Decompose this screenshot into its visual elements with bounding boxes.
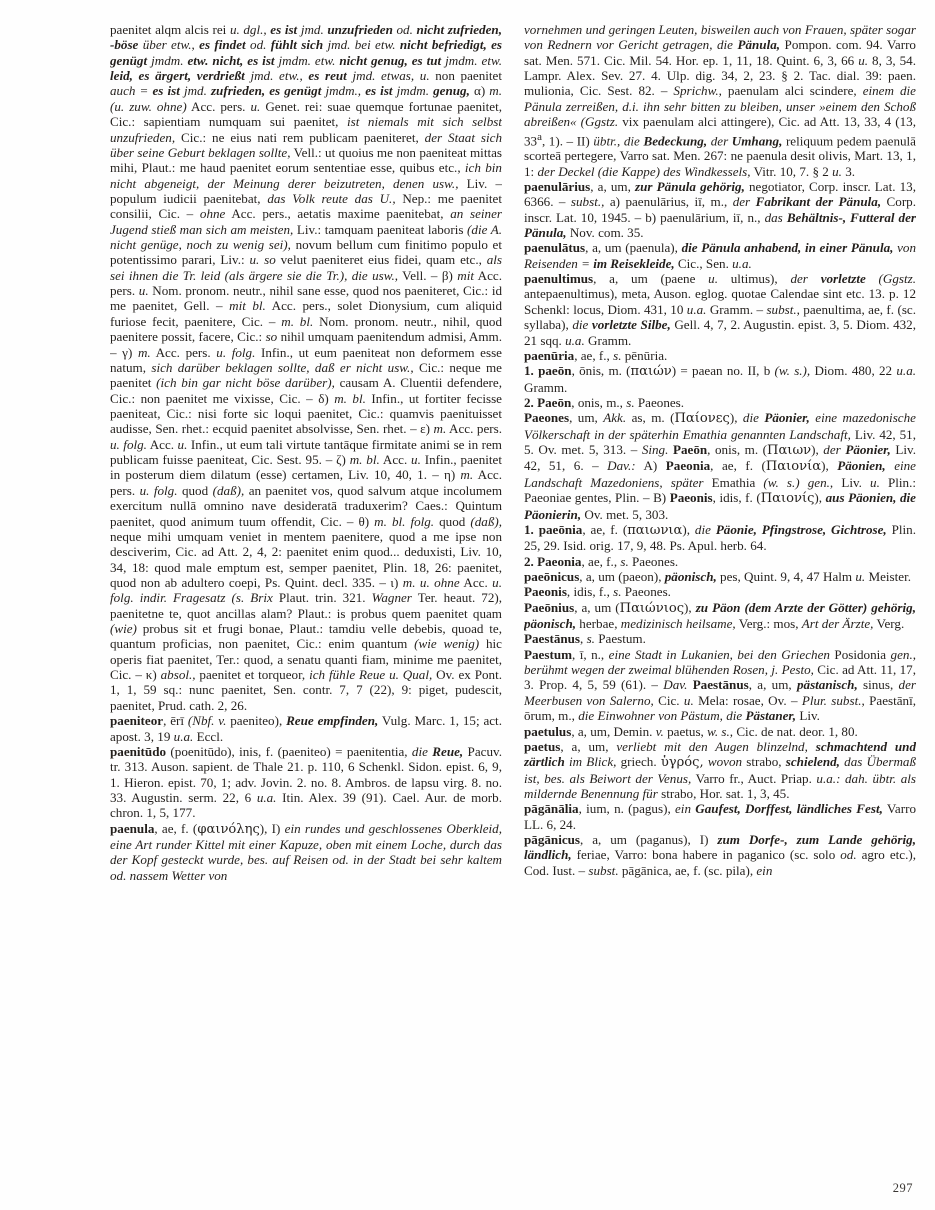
dictionary-entry-paetus: paetus, a, um, verliebt mit den Augen blinzelnd, schmachtend und zärtlich im Blick, griech. ὑγρός, wovon strabo, schielend, das Übermaß ist, bes. als Beiwort der Venus, Varro fr., Auct. Priap. u.a.: dah. übtr. als mildernde Benennung für strabo, Hor. sat. 1, 3, 45. [524, 738, 916, 801]
two-column-text-body [110, 22, 915, 1167]
dictionary-entry-paeonicus: paeōnicus, a, um (paeon), päonisch, pes, Quint. 9, 4, 47 Halm u. Meister. [524, 568, 912, 584]
dictionary-entry-paenuria: paenūria, ae, f., s. pēnūria. [524, 347, 668, 363]
dictionary-entry-paestanus: Paestānus, s. Paestum. [524, 631, 646, 647]
dictionary-entry-paenulatus: paenulātus, a, um (paenula), die Pänula anhabend, in einer Pänula, von Reisenden = im Reisekleide, Cic., Sen. u.a. [524, 240, 916, 271]
dictionary-entry-paetulus: paetulus, a, um, Demin. v. paetus, w. s., Cic. de nat. deor. 1, 80. [524, 723, 858, 739]
dictionary-entry-paeonius: Paeōnius, a, um (Παιώνιος), zu Päon (dem Arzte der Götter) gehörig, päonisch, herbae, medizinisch heilsame, Verg.: mos, Art der Ärzte, Verg. [524, 599, 916, 632]
dictionary-entry-paeon-2: 2. Paeōn, onis, m., s. Paeones. [524, 394, 685, 410]
dictionary-entry-paganalia: pāgānālia, ium, n. (pagus), ein Gaufest, Dorffest, ländliches Fest, Varro LL. 6, 24. [524, 801, 916, 832]
page-number: 297 [892, 1181, 913, 1195]
dictionary-entry-paganicus: pāgānicus, a, um (paganus), I) zum Dorfe-, zum Lande gehörig, ländlich, feriae, Varro: bona habere in paganico (sc. solo od. agro etc.), Cod. Iust. – subst. pāgānica, ae, f. (sc. pila), ein [524, 832, 916, 878]
dictionary-entry-paeonia-1: 1. paeōnia, ae, f. (παιωνια), die Päonie, Pfingstrose, Gichtrose, Plin. 25, 29. Isid. orig. 17, 9, 48. Ps. Apul. herb. 64. [524, 521, 916, 554]
dictionary-entry-paeonia-2: 2. Paeonia, ae, f., s. Paeones. [524, 553, 679, 569]
dictionary-entry-paenitudo: paenitūdo (poenitūdo), inis, f. (paeniteo) = paenitentia, die Reue, Pacuv. tr. 313. Auson. sapient. de Thale 21. p. 110, 6 Schenkl. Sidon. epist. 6, 9, 1. Hieron. epist. 70, 1; adv. Jovin. 2. no. 8. Ambros. de lapsu virg. 8. no. 33. Augustin. serm. 22, 6 u.a. Itin. Alex. 39 (91). Cael. Aur. de morb. chron. 1, 5, 177. [110, 743, 502, 821]
left-column [110, 22, 502, 1167]
dictionary-entry-paeon-1: 1. paeōn, ōnis, m. (παιών) = paean no. II, b (w. s.), Diom. 480, 22 u.a. Gramm. [524, 363, 916, 395]
dictionary-entry-paeonis: Paeonis, idis, f., s. Paeones. [524, 584, 671, 600]
left-column-continuation-paragraph: paenitet alqm alcis rei u. dgl., es ist jmd. unzufrieden od. nicht zufrieden, -böse über etw., es findet od. fühlt sich jmd. bei etw. nicht befriedigt, es genügt jmdm. etw. nicht, es ist jmdm. etw. nicht genug, es tut jmdm. etw. leid, es ärgert, verdrießt jmd. etw., es reut jmd. etwas, u. non paenitet auch = es ist jmd. zufrieden, es genügt jmdm., es ist jmdm. genug, α) m. (u. zuw. ohne) Acc. pers. u. Genet. rei: suae quemque fortunae paenitet, Cic.: sapientiam numquam sui paenitet, ist niemals mit sich selbst unzufrieden, Cic.: ne eius nati rem publicam paeniteret, der Staat sich über seine Geburt beklagen sollte, Vell.: ut quoius me non paeniteat mittas mihi, Plaut.: me haud paenitet eorum sententiae esse, quibus etc., ich bin nicht abgeneigt, der Meinung derer beizutreten, denen usw., Liv. – populum iudicii paenitebat, das Volk reute das U., Nep.: me paenitet consilii, Cic. – ohne Acc. pers., aetatis maxime paenitebat, an seiner Jugend stieß man sich am meisten, Liv.: tamquam paeniteat laboris (die A. nicht genüge, noch zu wenig sei), novum bellum cum finitimo populo et potentissimo parari, Liv.: u. so velut paeniteret eius fidei, quam etc., als sei ihnen die Tr. leid (als ärgere sie die Tr.), die usw., Vell. – β) mit Acc. pers. u. Nom. pronom. neutr., nihil sane esse, quod nos paeniteret, Cic.: id me paenitet, Gell. – mit bl. Acc. pers., solet Dionysium, cum aliquid furiose fecit, paenitere, Cic. – m. bl. Nom. pronom. neutr., nihil, quod paenitere possit, facere, Cic.: so nihil umquam paenitendum admisi, Amm. – γ) m. Acc. pers. u. folg. Infin., ut eum paeniteat non deformem esse natum, sich darüber beklagen sollte, daß er nicht usw., Cic.: neque me paenitet (ich bin gar nicht böse darüber), causam A. Cluentii defendere, Cic.: non paenitet me vixisse, Cic. – δ) m. bl. Infin., ut fortiter fecisse paeniteat, Cic.: nisi forte sic loqui paenitet, Cic.: quamvis paenituisset audisse, Sen. rhet.: ecquid paenitet absolvisse, Sen. rhet. – ε) m. Acc. pers. u. folg. Acc. u. Infin., ut eum tali virtute tantāque firmitate animi se in rem publicam fuisse paeniteat, Cic. Sest. 95. – ζ) m. bl. Acc. u. Infin., paenitet in posterum diem dilatum (esse) certamen, Liv. 10, 40, 1. – η) m. Acc. pers. u. folg. quod (daß), an paenitet vos, quod salvum atque incolumem exercitum nullā omnino nave desideratā traduxerim? Caes.: Quintum paenitet, quod animum tuum offendit, Cic. – θ) m. bl. folg. quod (daß), neque mihi umquam veniet in mentem paenitere, quod a me ipse non desciverim, Cic. ad Att. 2, 4, 2: paenitet enim quod... deduxisti, Liv. 10, 34, 18: quod male emptum est, semper paenitet, Plin. 18, 26: paenitet, quod non ab adultero coepi, Ps. Quint. decl. 335. – ι) m. u. ohne Acc. u. folg. indir. Fragesatz (s. Brix Plaut. trin. 321. Wagner Ter. heaut. 72), paenitetne te, quot ancillas alam? Plaut.: is probus quem paenitet quam (wie) probus sit et frugi bonae, Plaut.: tamdiu velle debebis, quoad te, quantum proficias, non paenitet, Cic.: enim quantum (wie wenig) hic operis fiat paenitet, Ter.: quod, a senatu quanti fiam, minime me paenitet, Cic. – κ) absol., paenitet et torqueor, ich fühle Reue u. Qual, Ov. ex Pont. 1, 1, 59 sq.: nunc paenitet, Sen. contr. 7, 7 (22), 9: piget, pudescit, paenitet, Prud. cath. 2, 26. [110, 22, 502, 713]
dictionary-entry-paeniteor: paeniteor, ērī (Nbf. v. paeniteo), Reue empfinden, Vulg. Marc. 1, 15; act. apost. 3, 19 u.a. Eccl. [110, 713, 502, 744]
dictionary-entry-paenula: paenula, ae, f. (φαινόλης), I) ein rundes und geschlossenes Oberkleid, eine Art runder Kittel mit einer Kapuze, oben mit einem Loche, durch das der Kopf gesteckt wurde, bes. auf Reisen od. in der Stadt bei sehr kaltem od. nassem Wetter von [110, 820, 502, 883]
dictionary-entry-paeones: Paeones, um, Akk. as, m. (Παίονες), die Päonier, eine mazedonische Völkerschaft in der späterhin Emathia genannten Landschaft, Liv. 42, 51, 5. Ov. met. 5, 313. – Sing. Paeōn, onis, m. (Παιων), der Päonier, Liv. 42, 51, 6. – Dav.: A) Paeonia, ae, f. (Παιονία), Päonien, eine Landschaft Mazedoniens, später Emathia (w. s.) gen., Liv. u. Plin.: Paeoniae gentes, Plin. – B) Paeonis, idis, f. (Παιονίς), aus Päonien, die Päonierin, Ov. met. 5, 303. [524, 410, 916, 522]
right-column [524, 22, 916, 1167]
right-column-continuation-paragraph: vornehmen und geringen Leuten, bisweilen auch von Frauen, später sogar von Rednern vor Gericht getragen, die Pänula, Pompon. com. 94. Varro sat. Men. 571. Cic. Mil. 54. Hor. ep. 1, 11, 18. Quint. 6, 3, 66 u. 8, 3, 54. Lampr. Alex. Sev. 27. 4. Ulp. dig. 34, 2, 23. § 2. Tac. dial. 39: paen. mulionia, Cic. Sest. 82. – Sprichw., paenulam alci scindere, einem die Pänula zerreißen, d.i. ihn sehr bitten zu bleiben, unser »einem den Schoß abreißen« (Ggstz. vix paenulam alci attingere), Cic. ad Att. 13, 33, 4 (13, 33$^a$, 1). – II) übtr., die Bedeckung, der Umhang, reliquum pedem paenulā scorteā pertegere, Varro sat. Men. 267: ne paenula desit olivis, Mart. 13, 1, 1: der Deckel (die Kappe) des Windkessels, Vitr. 10, 7. § 2 u. 3. [524, 22, 916, 179]
dictionary-entry-paenularius: paenulārius, a, um, zur Pänula gehörig, negotiator, Corp. inscr. Lat. 13, 6366. – subst., a) paenulārius, iī, m., der Fabrikant der Pänula, Corp. inscr. Lat. 10, 1945. – b) paenulārium, iī, n., das Behältnis-, Futteral der Pänula, Nov. com. 35. [524, 178, 916, 241]
dictionary-entry-paenultimus: paenultimus, a, um (paene u. ultimus), der vorletzte (Ggstz. antepaenultimus), meta, Auson. eglog. quotae Calendae sint etc. 13. p. 12 Schenkl: locus, Diom. 431, 10 u.a. Gramm. – subst., paenultima, ae, f. (sc. syllaba), die vorletzte Silbe, Gell. 4, 7, 2. Augustin. epist. 3, 5. Diom. 432, 21 sqq. u.a. Gramm. [524, 271, 916, 348]
dictionary-entry-paestum: Paestum, ī, n., eine Stadt in Lukanien, bei den Griechen Posidonia gen., berühmt wegen der zweimal blühenden Rosen, j. Pesto, Cic. ad Att. 11, 17, 3. Prop. 4, 5, 59 (61). – Dav. Paestānus, a, um, pästanisch, sinus, der Meerbusen von Salerno, Cic. u. Mela: rosae, Ov. – Plur. subst., Paestānī, ōrum, m., die Einwohner von Pästum, die Pästaner, Liv. [524, 646, 916, 724]
